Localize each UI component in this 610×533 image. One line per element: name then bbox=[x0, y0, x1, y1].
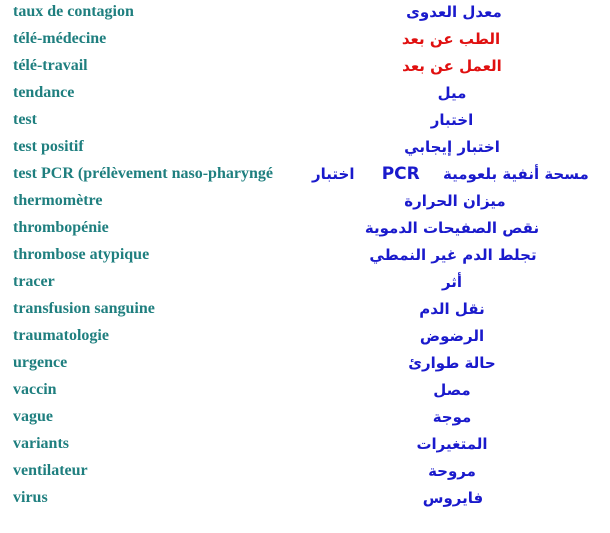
arabic-term: أثر bbox=[441, 273, 463, 291]
glossary-row bbox=[0, 82, 610, 109]
glossary-row bbox=[0, 1, 610, 28]
french-term: télé-médecine bbox=[13, 30, 107, 47]
french-term: vaccin bbox=[13, 381, 57, 398]
arabic-term: اختبار إيجابي bbox=[404, 138, 500, 156]
french-term: tracer bbox=[13, 273, 55, 290]
glossary-row bbox=[0, 136, 610, 163]
glossary-row bbox=[0, 433, 610, 460]
pcr-label: PCR bbox=[381, 164, 420, 184]
french-term: taux de contagion bbox=[13, 3, 134, 20]
glossary-row bbox=[0, 163, 610, 190]
french-term: thrombose atypique bbox=[13, 246, 150, 263]
glossary-row bbox=[0, 325, 610, 352]
arabic-term: فايروس bbox=[422, 489, 484, 507]
french-term: urgence bbox=[13, 354, 68, 371]
french-term: test positif bbox=[13, 138, 84, 155]
arabic-term: مصل bbox=[433, 381, 471, 399]
french-term: tendance bbox=[13, 84, 75, 101]
french-term: variants bbox=[13, 435, 69, 452]
glossary-row bbox=[0, 190, 610, 217]
arabic-term: الطب عن بعد bbox=[401, 30, 501, 48]
arabic-term: نقل الدم bbox=[419, 300, 485, 318]
arabic-term: ميزان الحرارة bbox=[404, 192, 506, 210]
arabic-term: نقص الصفيحات الدموية bbox=[364, 219, 540, 237]
french-term: transfusion sanguine bbox=[13, 300, 155, 317]
glossary-row bbox=[0, 28, 610, 55]
glossary-row bbox=[0, 55, 610, 82]
french-term: test bbox=[13, 111, 37, 128]
glossary-row bbox=[0, 460, 610, 487]
glossary-row bbox=[0, 298, 610, 325]
arabic-term: مروحة bbox=[428, 462, 476, 480]
arabic-term bbox=[312, 163, 589, 185]
french-term: test PCR (prélèvement naso-pharyngé bbox=[13, 165, 273, 182]
arabic-term: معدل العدوى bbox=[406, 3, 502, 21]
arabic-term: ميل bbox=[437, 84, 467, 102]
glossary-row bbox=[0, 244, 610, 271]
glossary-row bbox=[0, 487, 610, 514]
french-term: traumatologie bbox=[13, 327, 109, 344]
french-term: vague bbox=[13, 408, 53, 425]
glossary-row bbox=[0, 379, 610, 406]
arabic-term-prefix: اختبار bbox=[312, 165, 355, 183]
arabic-term: موجة bbox=[432, 408, 472, 426]
french-term: thrombopénie bbox=[13, 219, 109, 236]
arabic-term: تجلط الدم غير النمطي bbox=[369, 246, 537, 264]
arabic-term: العمل عن بعد bbox=[402, 57, 502, 75]
arabic-term: المتغيرات bbox=[416, 435, 488, 453]
glossary-row bbox=[0, 217, 610, 244]
arabic-term: حالة طوارئ bbox=[408, 354, 496, 372]
french-term: thermomètre bbox=[13, 192, 103, 209]
glossary-row bbox=[0, 109, 610, 136]
french-term: virus bbox=[13, 489, 48, 506]
arabic-term: اختبار bbox=[430, 111, 474, 129]
arabic-term-main: مسحة أنفية بلعومية bbox=[442, 165, 589, 183]
french-term: ventilateur bbox=[13, 462, 88, 479]
french-term: télé-travail bbox=[13, 57, 88, 74]
glossary-row bbox=[0, 271, 610, 298]
arabic-term: الرضوض bbox=[419, 327, 485, 345]
glossary-row bbox=[0, 352, 610, 379]
glossary-row bbox=[0, 406, 610, 433]
